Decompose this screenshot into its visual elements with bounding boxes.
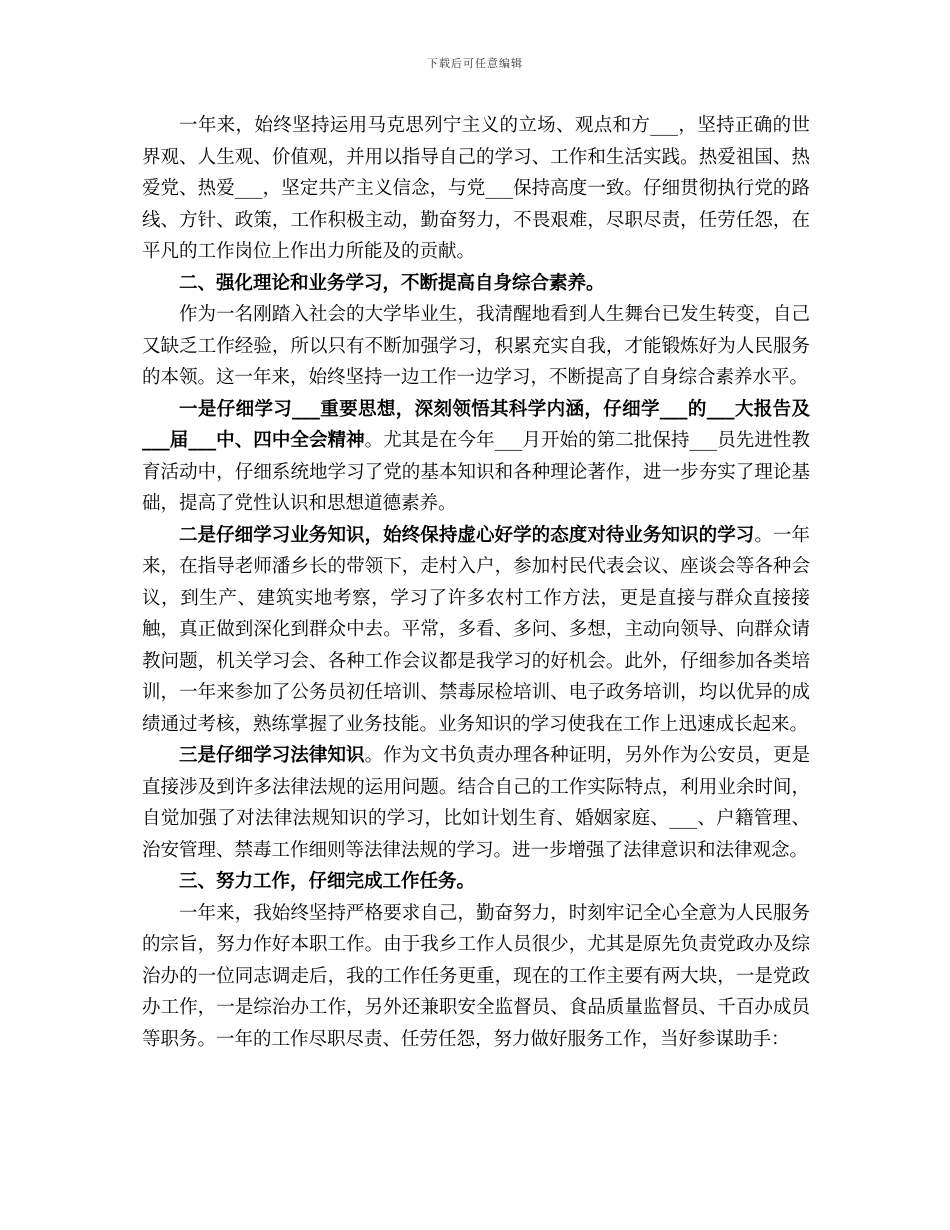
paragraph-lead: 二是仔细学习业务知识，始终保持虚心好学的态度对待业务知识的学习: [179, 524, 755, 546]
paragraph-work-summary: [142, 898, 810, 1056]
document-body: [142, 110, 810, 1055]
paragraph-text: 。作为文书负责办理各种证明，另外作为公安员，更是直接涉及到许多法律法规的运用问题。结合自己的工作实际特点，利用业余时间，自觉加强了对法律法规知识的学习，比如计划生育、婚姻家庭、___、户籍管理、治安管理、禁毒工作细则等法律法规的学习。进一步增强了法律意识和法律观念。: [142, 745, 810, 861]
paragraph-text: 一年来，始终坚持运用马克思列宁主义的立场、观点和方___，坚持正确的世界观、人生观、价值观，并用以指导自己的学习、工作和生活实践。热爱祖国、热爱党、热爱___，坚定共产主义信念，与党___保持高度一致。仔细贯彻执行党的路线、方针、政策，工作积极主动，勤奋努力，不畏艰难，尽职尽责，任劳任怨，在平凡的工作岗位上作出力所能及的贡献。: [142, 115, 810, 262]
heading-text: 二、强化理论和业务学习，不断提高自身综合素养。: [179, 272, 605, 294]
paragraph-theory-study: [142, 394, 810, 520]
paragraph-business-study: [142, 520, 810, 741]
page-header: 下载后可任意编辑: [427, 57, 523, 70]
paragraph-text: 。一年来，在指导老师潘乡长的带领下，走村入户，参加村民代表会议、座谈会等各种会议，到生产、建筑实地考察，学习了许多农村工作方法，更是直接与群众直接接触，真正做到深化到群众中去。平常，多看、多问、多想，主动向领导、向群众请教问题，机关学习会、各种工作会议都是我学习的好机会。此外，仔细参加各类培训，一年来参加了公务员初任培训、禁毒尿检培训、电子政务培训，均以优异的成绩通过考核，熟练掌握了业务技能。业务知识的学习使我在工作上迅速成长起来。: [142, 524, 810, 735]
heading-text: 三、努力工作，仔细完成工作任务。: [179, 871, 476, 892]
paragraph-political-stance: [142, 110, 810, 268]
paragraph-lead: 一是仔细学习___重要思想，深刻领悟其科学内涵，仔细学___的___大报告及___届___中、四中全会精神: [142, 398, 810, 451]
section-heading-work: [142, 866, 810, 898]
section-heading-study: [142, 268, 810, 300]
paragraph-lead: 三是仔细学习法律知识: [179, 745, 365, 766]
paragraph-text: 一年来，我始终坚持严格要求自己，勤奋努力，时刻牢记全心全意为人民服务的宗旨，努力作好本职工作。由于我乡工作人员很少，尤其是原先负责党政办及综治办的一位同志调走后，我的工作任务更重，现在的工作主要有两大块，一是党政办工作，一是综治办工作，另外还兼职安全监督员、食品质量监督员、千百办成员等职务。一年的工作尽职尽责、任劳任怨，努力做好服务工作，当好参谋助手：: [142, 902, 810, 1050]
paragraph-text: 。尤其是在今年___月开始的第二批保持___员先进性教育活动中，仔细系统地学习了党的基本知识和各种理论著作，进一步夯实了理论基础，提高了党性认识和思想道德素养。: [142, 430, 810, 514]
paragraph-law-study: [142, 740, 810, 866]
paragraph-text: 作为一名刚踏入社会的大学毕业生，我清醒地看到人生舞台已发生转变，自己又缺乏工作经验，所以只有不断加强学习，积累充实自我，才能锻炼好为人民服务的本领。这一年来，始终坚持一边工作一边学习，不断提高了自身综合素养水平。: [142, 304, 810, 388]
paragraph-study-intro: [142, 299, 810, 394]
